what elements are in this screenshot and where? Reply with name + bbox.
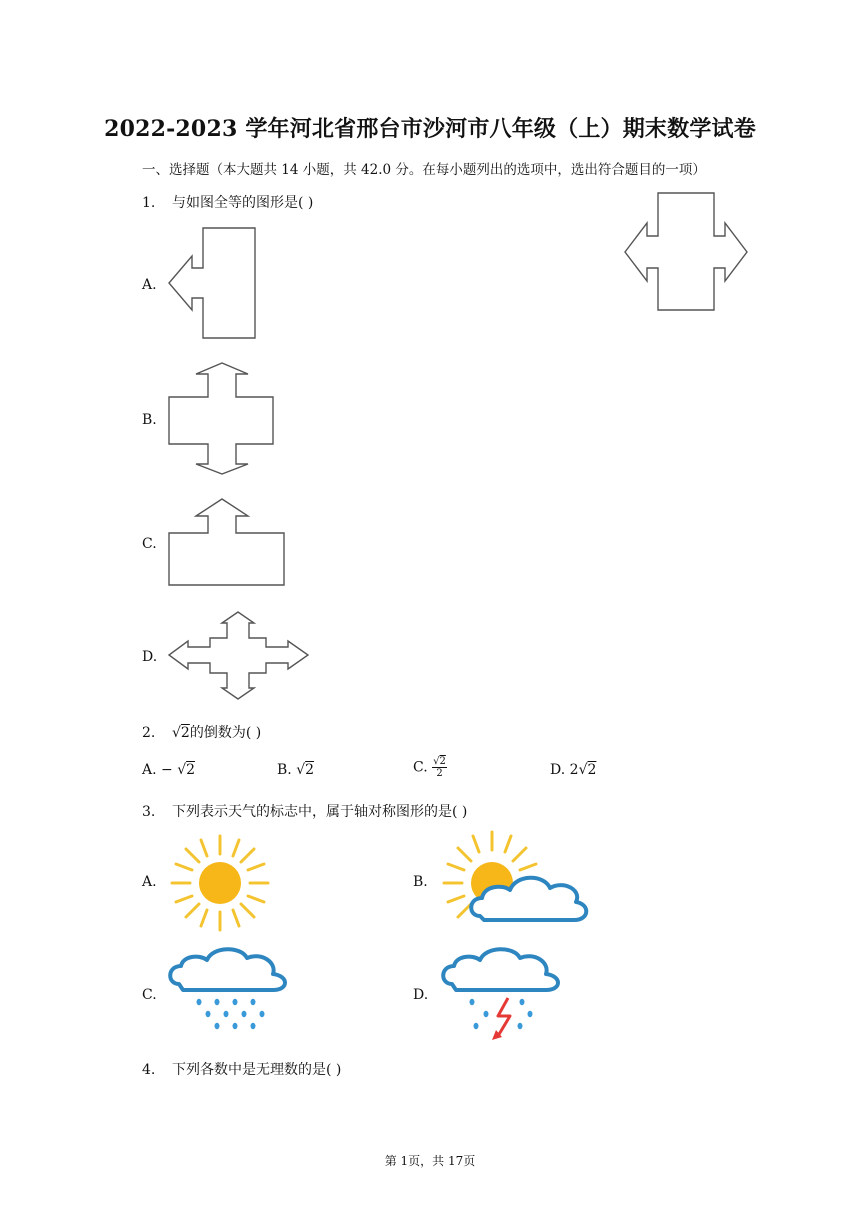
question-4 [142, 1059, 341, 1079]
option-label: D. [142, 649, 158, 665]
page-title: 2022-2023 学年河北省邢台市沙河市八年级（上）期末数学试卷 [104, 116, 756, 142]
option-label: D. [413, 987, 429, 1003]
fraction: $\frac{√2}{2}$ [433, 756, 446, 779]
question-1 [142, 192, 313, 212]
option-label: C. [142, 536, 157, 552]
question-number: 1. [142, 195, 156, 211]
option-label: A. [142, 874, 157, 890]
partly-cloudy-icon [440, 828, 595, 938]
page-footer: 第 1页，共 17页 [384, 1154, 476, 1168]
question-text: 下列表示天气的标志中，属于轴对称图形的是( ) [172, 804, 468, 820]
option-d: D. 2√2 [550, 762, 597, 778]
question-text: 下列各数中是无理数的是( ) [172, 1062, 342, 1078]
rain-icon [165, 944, 295, 1044]
option-label: B. [142, 412, 157, 428]
question-number: 4. [142, 1062, 156, 1078]
option-label: B. [413, 874, 428, 890]
figure-option-a [166, 226, 261, 341]
thunderstorm-icon [438, 944, 568, 1044]
question-number: 2. [142, 725, 156, 741]
sqrt-expression: √2 [172, 725, 190, 741]
question-3 [142, 801, 467, 821]
reference-figure [620, 190, 750, 315]
figure-option-c [166, 496, 288, 591]
option-label: C. [142, 987, 157, 1003]
option-c: C. $\frac{√2}{2}$ [413, 756, 446, 779]
figure-option-d [166, 610, 312, 702]
question-text: 的倒数为( ) [189, 725, 262, 741]
option-label: A. [142, 277, 157, 293]
option-a: A. − √2 [142, 762, 196, 778]
section-heading: 一、选择题（本大题共 14 小题，共 42.0 分。在每小题列出的选项中，选出符合题目的一项） [142, 162, 706, 178]
figure-option-b [166, 362, 278, 477]
option-b: B. √2 [277, 762, 315, 778]
question-2 [142, 722, 261, 742]
question-text: 与如图全等的图形是( ) [172, 195, 314, 211]
sun-icon [168, 832, 272, 934]
question-number: 3. [142, 804, 156, 820]
